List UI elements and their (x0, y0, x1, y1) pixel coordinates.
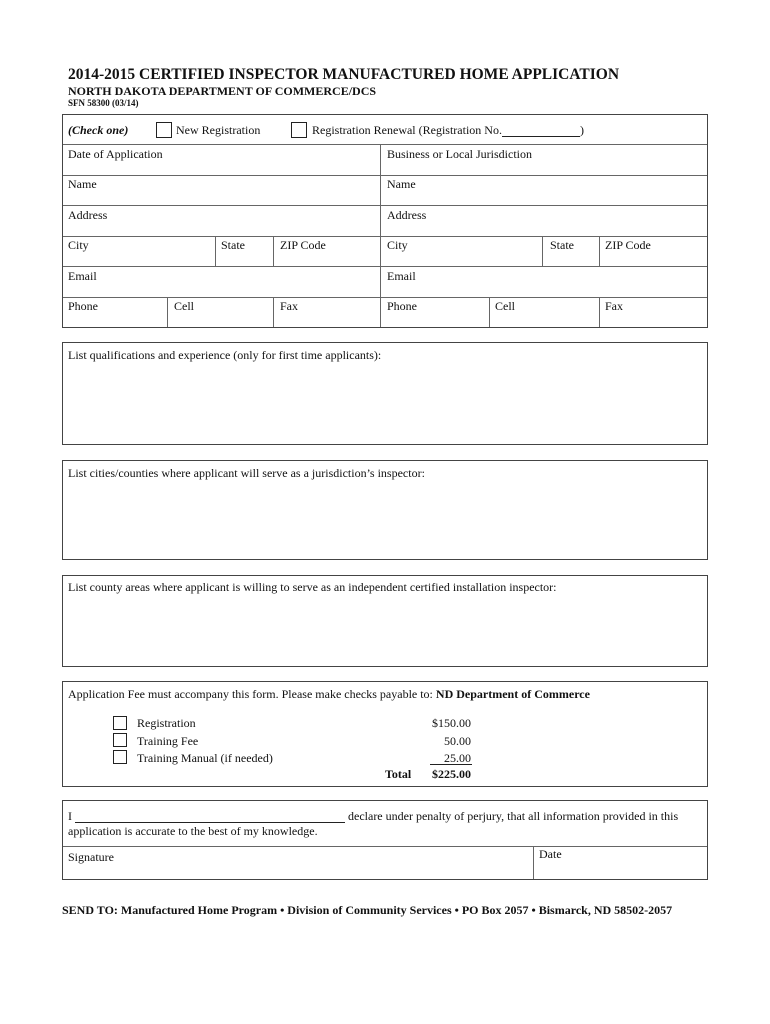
applicant-name-label: Name (68, 177, 97, 191)
declaration-line (68, 809, 678, 823)
total-amount: $225.00 (432, 767, 471, 781)
renewal-checkbox[interactable] (291, 122, 307, 138)
renewal-label (312, 123, 584, 137)
total-label: Total (385, 767, 412, 781)
jurisdiction-email-label: Email (387, 269, 416, 283)
date-of-application-label: Date of Application (68, 147, 163, 161)
training-fee-checkbox[interactable] (113, 733, 127, 747)
declarant-name-field[interactable] (75, 810, 345, 823)
form-number: SFN 58300 (03/14) (68, 98, 139, 108)
department-name: NORTH DAKOTA DEPARTMENT OF COMMERCE/DCS (68, 84, 377, 98)
renewal-close: ) (579, 123, 584, 137)
county-areas-label: List county areas where applicant is willing to serve as an independent certified installation inspector: (68, 580, 557, 594)
date-label: Date (539, 847, 562, 861)
new-registration-checkbox[interactable] (156, 122, 172, 138)
fee-intro (68, 687, 590, 701)
registration-fee-amount: $150.00 (432, 716, 471, 730)
training-manual-amount: 25.00 (444, 751, 471, 765)
cities-counties-label: List cities/counties where applicant will serve as a jurisdiction’s inspector: (68, 466, 425, 480)
applicant-phone-label: Phone (68, 299, 98, 313)
check-one-label: (Check one) (68, 123, 129, 137)
jurisdiction-heading: Business or Local Jurisdiction (387, 147, 532, 161)
fee-intro-text: Application Fee must accompany this form. Please make checks payable to: (68, 687, 433, 701)
new-registration-label: New Registration (176, 123, 261, 137)
applicant-state-label: State (221, 238, 245, 252)
jurisdiction-zip-label: ZIP Code (605, 238, 651, 252)
send-to-address: SEND TO: Manufactured Home Program • Division of Community Services • PO Box 2057 • Bismarck, ND 58502-2057 (62, 903, 673, 917)
declaration-statement: declare under penalty of perjury, that all information provided in this (348, 809, 679, 823)
training-manual-label: Training Manual (if needed) (137, 751, 273, 765)
applicant-zip-label: ZIP Code (280, 238, 326, 252)
jurisdiction-fax-label: Fax (605, 299, 623, 313)
training-manual-checkbox[interactable] (113, 750, 127, 764)
renewal-label-text: Registration Renewal (Registration No. (312, 123, 502, 137)
jurisdiction-cell-label: Cell (495, 299, 515, 313)
training-fee-amount: 50.00 (444, 734, 471, 748)
qualifications-label: List qualifications and experience (only for first time applicants): (68, 348, 382, 362)
jurisdiction-state-label: State (550, 238, 574, 252)
form-title: 2014-2015 CERTIFIED INSPECTOR MANUFACTURED HOME APPLICATION (68, 66, 620, 83)
registration-fee-checkbox[interactable] (113, 716, 127, 730)
training-fee-label: Training Fee (137, 734, 199, 748)
applicant-address-label: Address (68, 208, 108, 222)
applicant-fax-label: Fax (280, 299, 298, 313)
jurisdiction-address-label: Address (387, 208, 427, 222)
declaration-statement-2: application is accurate to the best of my knowledge. (68, 824, 318, 838)
applicant-cell-label: Cell (174, 299, 194, 313)
jurisdiction-name-label: Name (387, 177, 416, 191)
applicant-city-label: City (68, 238, 89, 252)
jurisdiction-city-label: City (387, 238, 408, 252)
applicant-email-label: Email (68, 269, 97, 283)
registration-number-field[interactable] (502, 124, 580, 137)
jurisdiction-phone-label: Phone (387, 299, 417, 313)
declaration-prefix: I (68, 809, 72, 823)
payee-name: ND Department of Commerce (435, 687, 590, 701)
amount-underline (430, 764, 472, 765)
signature-label: Signature (68, 850, 114, 864)
registration-fee-label: Registration (137, 716, 196, 730)
